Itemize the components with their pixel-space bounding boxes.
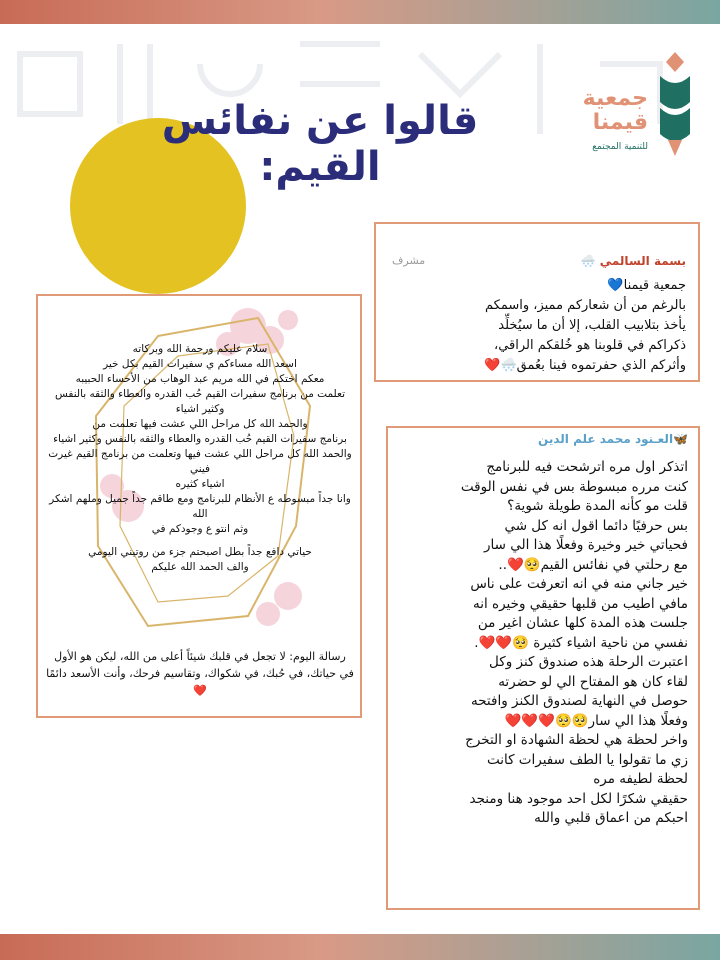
author-name: بسمة السالمي 🌨️ <box>580 254 686 268</box>
text-line: فحياتي خير وخيرة وفعلًا هذا الي سار <box>484 537 688 553</box>
author-role: مشرف <box>392 254 426 267</box>
left-line: برنامج سفيرات القيم حُب القدره والعطاء والثقه بالنفس وكثير اشياء <box>53 433 347 445</box>
text-line: لقاء كان هو المفتاح الي لو حضرته <box>498 673 688 690</box>
text-line: اعتبرت الرحلة هذه صندوق كنز وكل <box>489 654 688 670</box>
testimonial-text <box>386 276 686 376</box>
text-line: حوصل في النهاية لصندوق الكنز وافتحه <box>470 693 688 709</box>
text-line: لحظة لطيفه مره <box>593 771 688 787</box>
testimonial-card-left <box>36 294 362 718</box>
logo-text-line2: قيمنا <box>592 110 648 135</box>
logo-mark-icon <box>654 50 696 158</box>
logo-text-line3: للتنمية المجتمع <box>592 142 648 152</box>
text-line: قلت مو كأنه المدة طويلة شوية؟ <box>507 498 688 514</box>
left-line: وكثير اشياء <box>175 403 225 415</box>
text-line: مافي اطيب من قلبها حقيقي وخيره انه <box>473 595 688 612</box>
text-line: كنت مرره مبسوطة بس في نفس الوقت <box>460 478 688 495</box>
text-line: نفسي من ناحية اشياء كثيرة 🥺❤️❤️. <box>474 634 688 651</box>
text-line: مع رحلتي في نفائس القيم🥺❤️.. <box>498 556 688 573</box>
text-line: وأثركم الذي حفرتموه فينا بعُمق🌨️❤️ <box>484 358 686 373</box>
testimonial-card-supervisor <box>374 222 700 382</box>
left-line: معكم اختكم في الله مريم عبد الوهاب من الأحساء الحبيبه <box>75 373 325 385</box>
message-of-the-day: رسالة اليوم: لا تجعل في قلبك شيئاً أعلى من الله، ليكن هو الأول في حياتك، في حُبك، في شكواك، وتقاسيم فرحك، وأنت الأسعد دائمًا ❤️ <box>46 650 354 697</box>
author-name: 🦋العـنود محمد علم الدين <box>538 432 688 446</box>
text-line: خير جاني منه في انه اتعرفت على ناس <box>470 576 688 592</box>
left-line: وانا جداً مبسوطه ع الأنظام للبرنامج ومع طاقم جداً جميل وملهم اشكر الله <box>49 493 351 520</box>
left-line: وثم انتو ع وجودكم في <box>151 523 249 535</box>
left-line: اسعد الله مساءكم ي سفيرات القيم بكل خير <box>103 358 297 370</box>
left-line: والحمد الله كل مراحل اللي عشت فيها تعلمت من <box>92 418 308 430</box>
left-line: والحمد الله كل مراحل اللي عشت فيها وتعلمت من برنامج القيم غيرت فيني <box>48 448 352 475</box>
logo-text-line1: جمعية <box>582 86 648 111</box>
left-line: سلام عليكم ورحمة الله وبركاته <box>132 343 268 355</box>
top-banner-bar <box>0 0 720 24</box>
left-line: حياتي دافع جداً بطل اصبحتم جزء من روتيني اليومي <box>88 546 312 558</box>
text-line: جمعية قيمنا💙 <box>607 278 686 293</box>
text-line: بالرغم من أن شعاركم مميز، واسمكم <box>485 298 686 313</box>
testimonial-text <box>392 458 688 829</box>
text-line: يأخذ بتلابيب القلب، إلا أن ما سيُخلِّد <box>498 318 686 333</box>
left-line: اشياء كثيره <box>175 478 225 490</box>
page-title: قالوا عن نفائس القيم: <box>161 98 479 190</box>
organization-logo <box>546 50 696 160</box>
text-line: زي ما تقولوا يا الطف سفيرات كانت <box>486 751 688 768</box>
text-line: بس حرفيًا دائما اقول انه كل شي <box>504 517 688 534</box>
bottom-banner-bar <box>0 934 720 960</box>
text-line: حقيقي شكرًا لكل احد موجود هنا ومنجد <box>469 790 688 807</box>
text-line: احبكم من اعماق قلبي والله <box>534 810 688 826</box>
text-line: واخر لحظة هي لحظة الشهادة او التخرج <box>465 732 688 748</box>
text-line: اتذكر اول مره اترشحت فيه للبرنامج <box>486 459 688 475</box>
left-line: والف الحمد الله عليكم <box>151 561 249 573</box>
testimonial-left-text <box>46 342 354 575</box>
text-line: وفعلًا هذا الي سار🥺🥺❤️❤️❤️ <box>504 712 688 729</box>
text-line: ذكراكم في قلوبنا هو خُلقكم الراقي، <box>494 338 686 353</box>
left-line: تعلمت من برنامج سفيرات القيم حُب القدره والعطاء والثقه بالنفس <box>55 388 345 400</box>
testimonial-card-member <box>386 426 700 910</box>
text-line: جلست هذه المدة كلها عشان اغير من <box>477 615 688 631</box>
